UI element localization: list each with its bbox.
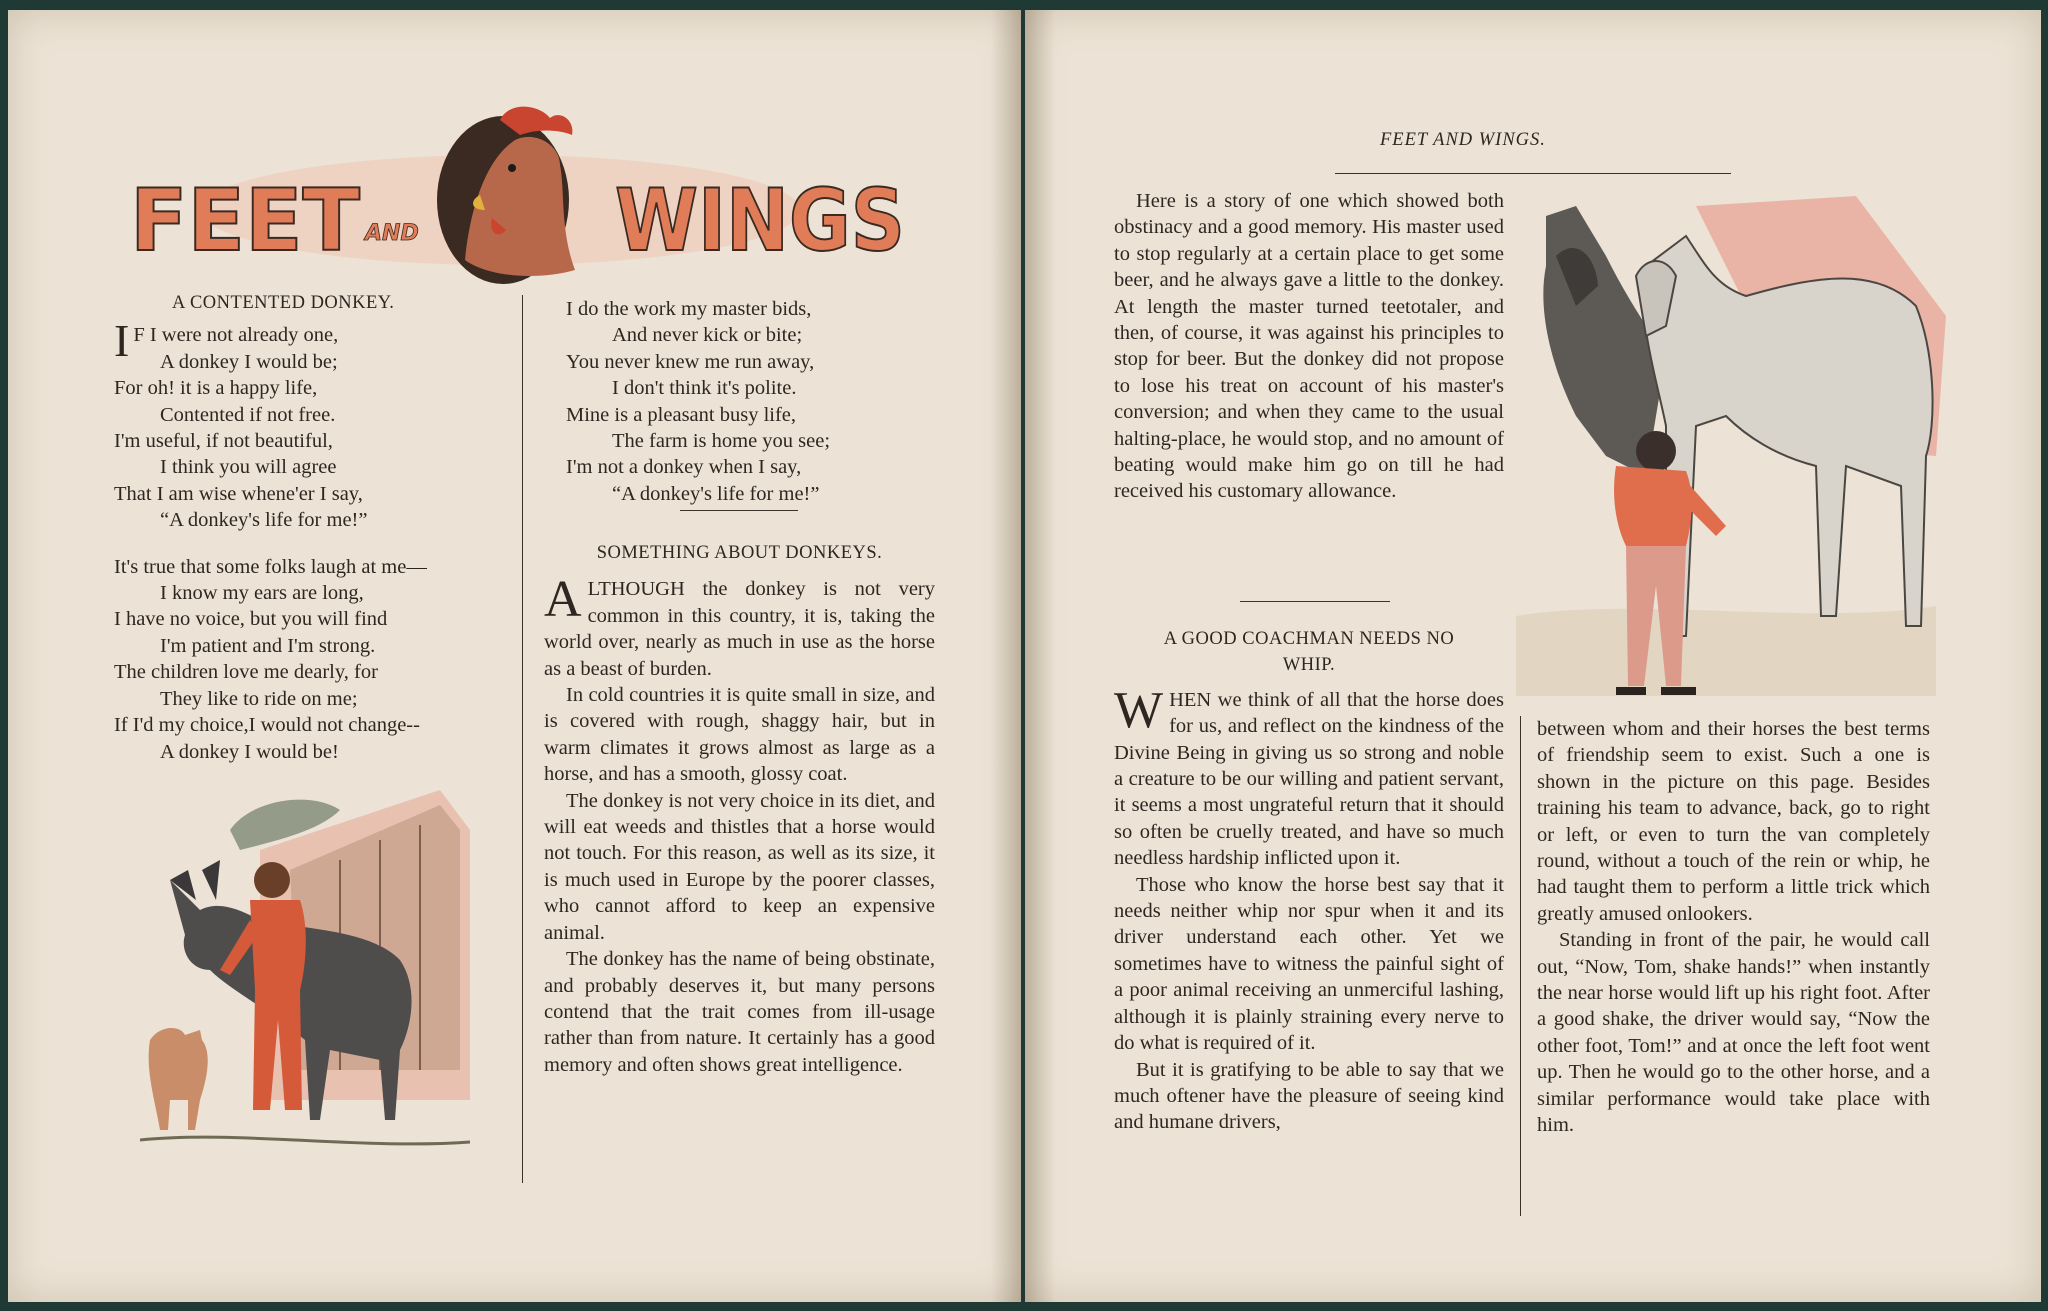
poem-line: If I'd my choice,I would not change--: [114, 714, 420, 737]
coachman-heading-line-1: A GOOD COACHMAN NEEDS NO: [1163, 629, 1455, 649]
donkey-story: [1114, 188, 1504, 505]
rooster-medallion: [437, 107, 575, 284]
article-donkeys: [544, 540, 935, 1078]
poem-line: I'm not a donkey when I say,: [566, 456, 802, 479]
poem-stanza-1: [114, 315, 514, 533]
poem-line: I have no voice, but you will find: [114, 608, 388, 631]
poem-line: “A donkey's life for me!”: [160, 509, 368, 532]
poem-line: That I am wise whene'er I say,: [114, 482, 363, 505]
poem-column-1: [114, 290, 514, 765]
poem-line: For oh! it is a happy life,: [114, 377, 318, 400]
gutter-shadow: [1025, 10, 1055, 1302]
article-heading: SOMETHING ABOUT DONKEYS.: [596, 543, 883, 563]
running-head: FEET AND WINGS.: [1380, 130, 1546, 150]
title-word-wings: WINGS: [615, 171, 905, 271]
poem-line: Mine is a pleasant busy life,: [566, 403, 797, 426]
poem-line: A donkey I would be!: [160, 740, 339, 763]
article-paragraph-4: The donkey has the name of being obstinate, and probably deserves it, but many persons contend that the trait comes from ill-usage rather than from nature. It certainly has a good memory and often shows great intelligence.: [544, 948, 935, 1076]
poem-line: A donkey I would be;: [160, 350, 338, 373]
coachman-paragraph-3: But it is gratifying to be able to say that we much oftener have the pleasure of seeing kind and humane drivers,: [1114, 1058, 1504, 1134]
coachman-paragraph-1: WHEN we think of all that the horse does for us, and reflect on the kindness of the Divine Being in giving us so strong and noble a creature to be our willing and patient servant, it seems a most ungrateful return that it should so often be cruelly treated, and have so much needless hardship inflicted upon it.: [1114, 681, 1504, 870]
poem-line: Contented if not free.: [160, 403, 336, 426]
poem-line: I don't think it's polite.: [612, 377, 797, 400]
title-banner: [120, 100, 920, 290]
poem-stanza-3: [566, 296, 946, 507]
poem-line: I know my ears are long,: [160, 582, 364, 605]
coachman-dropcap: W: [1114, 681, 1164, 739]
poem-line: I do the work my master bids,: [566, 298, 812, 320]
section-rule: [680, 510, 798, 511]
coachman-article: [1114, 626, 1504, 1136]
coachman-paragraph-4: between whom and their horses the best terms of friendship seem to exist. Such a one is shown in the picture on this page. Besides training his team to advance, back, go to right or left, or even to turn the van completely round, without a touch of the rein or whip, he had taught them to perform a little trick which greatly amused onlookers.: [1537, 718, 1930, 925]
coachman-paragraph-2: Those who know the horse best say that it needs neither whip nor spur when it and its driver understand each other. Yet we sometimes have to witness the painful sight of a poor animal receiving an unmerciful lashing, although it is plainly straining every nerve to do what is required of it.: [1114, 873, 1504, 1055]
coachman-continued: [1537, 716, 1930, 1139]
article-paragraph-3: The donkey is not very choice in its diet, and will eat weeds and thistles that a horse would not touch. For this reason, as well as its size, it is much used in Europe by the poorer classes, who cannot afford to keep an expensive animal.: [544, 789, 935, 944]
poem-line: I'm patient and I'm strong.: [160, 634, 376, 657]
title-and: AND: [365, 221, 419, 246]
horses-illustration: [1516, 196, 1946, 716]
article-dropcap: A: [544, 571, 582, 629]
poem-line: I think you will agree: [160, 456, 337, 479]
running-head-rule: [1335, 173, 1731, 174]
section-rule-2: [1240, 601, 1390, 602]
poem-line: The children love me dearly, for: [114, 661, 378, 684]
title-word-feet: FEET: [130, 171, 361, 271]
poem-line: You never knew me run away,: [566, 350, 815, 373]
article-paragraph-2: In cold countries it is quite small in size, and is covered with rough, shaggy hair, but in warm climates it grows almost as large as a horse, and has a smooth, glossy coat.: [544, 684, 935, 786]
poem-line: The farm is home you see;: [612, 430, 831, 453]
poem-line: It's true that some folks laugh at me—: [114, 555, 427, 578]
poem-stanza-2: [114, 554, 514, 765]
poem-heading: A CONTENTED DONKEY.: [172, 293, 395, 313]
gutter-shadow: [991, 10, 1021, 1302]
poem-line: F I were not already one,: [133, 324, 339, 347]
donkey-illustration: [140, 770, 480, 1170]
poem-column-2: [566, 296, 946, 507]
poem-line: And never kick or bite;: [612, 324, 803, 347]
coachman-heading-line-2: WHIP.: [1282, 655, 1336, 676]
poem-line: They like to ride on me;: [160, 687, 358, 710]
poem-line: “A donkey's life for me!”: [612, 482, 820, 505]
poem-line: I'm useful, if not beautiful,: [114, 430, 333, 453]
article-paragraph-1: ALTHOUGH the donkey is not very common in this country, it is, taking the world over, nearly as much in use as the horse as a beast of burden.: [544, 571, 935, 680]
column-divider: [522, 295, 523, 1183]
poem-dropcap: I: [114, 315, 130, 367]
column-divider-2: [1520, 716, 1521, 1216]
coachman-paragraph-5: Standing in front of the pair, he would call out, “Now, Tom, shake hands!” when instantly the near horse would lift up his right foot. After a good shake, the driver would say, “Now the other foot, Tom!” and at once the left foot went up. Then he would go to the other horse, and a similar performance would take place with him.: [1537, 929, 1930, 1137]
story-paragraph: Here is a story of one which showed both obstinacy and a good memory. His master used to stop regularly at a certain place to get some beer, and he always gave a little to the donkey. At length the master turned teetotaler, and then, of course, it was against his principles to stop for beer. But the donkey did not propose to lose his treat on account of his master's conversion; and when they came to the usual halting-place, he would stop, and no amount of beating would make him go on till he had received his customary allowance.: [1114, 190, 1504, 503]
